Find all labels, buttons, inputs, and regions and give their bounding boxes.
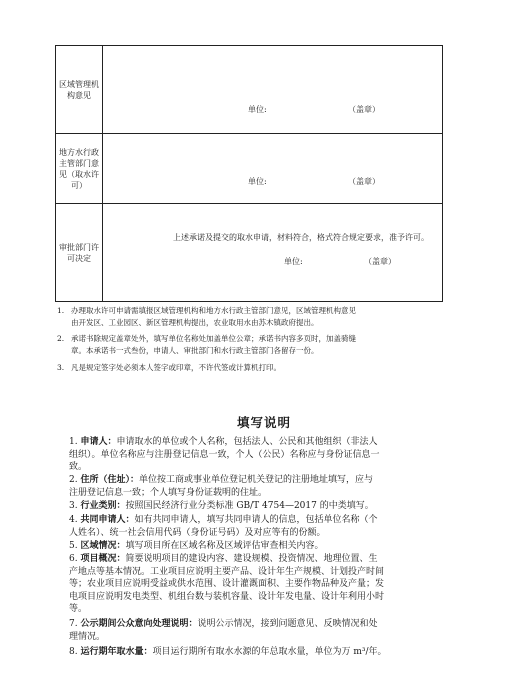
- unit-label: 单位:: [284, 257, 303, 266]
- note-item: 3. 凡是规定签字处必须本人签字或印章，不许代签或计算机打印。: [57, 363, 281, 372]
- water-admin-label: 地方水行政主管部门意见（取水许可）: [56, 134, 103, 204]
- instruction-item: 8. 运行期年取水量：项目运行期所有取水水源的年总取水量，单位为万 m³/年。: [69, 647, 387, 657]
- instruction-item: 2. 住所（住址）：单位按工商或事业单位登记机关登记的注册地址填写，应与 注册登记信息一致；个人填写身份证载明的住址。: [69, 475, 373, 498]
- regional-authority-label: 区域管理机构意见: [56, 46, 103, 134]
- approval-opinion-table: [55, 45, 443, 302]
- regional-authority-row: [56, 46, 443, 134]
- instructions-title: 填写说明: [236, 415, 291, 430]
- seal-label: （盖章）: [364, 257, 396, 266]
- approval-decision-label: 审批部门许可决定: [56, 204, 103, 302]
- regional-authority-content: [103, 46, 443, 134]
- instruction-item: 6. 项目概况：简要说明项目的建设内容、建设规模、投资情况、地理位置、生 产地点等基本情况。工业项目应说明主要产品、设计年生产规模、计划投产时间 等；农业项目应说明受益或供水范围、设计灌溉面积、主要作物品种及产量；发 电项目应说明发电类型、机组台数与装机容量、设计年发电量、设计年利用小时 等。: [69, 554, 385, 614]
- seal-label: （盖章）: [348, 105, 380, 114]
- unit-label: 单位:: [248, 177, 267, 186]
- seal-label: （盖章）: [348, 177, 380, 186]
- instruction-item: 7. 公示期间公众意向处理说明：说明公示情况，接到问题意见、反映情况和处 理情况。: [69, 619, 378, 642]
- instruction-item: 1. 申请人：申请取水的单位或个人名称，包括法人、公民和其他组织（非法人 组织）。单位名称应与注册登记信息一致，个人（公民）名称应与身份证信息一 致。: [69, 437, 380, 472]
- water-admin-content: [103, 134, 443, 204]
- approval-decision-row: [56, 204, 443, 302]
- instruction-item: 5. 区域情况：填写项目所在区域名称及区域评估审查相关内容。: [69, 541, 324, 551]
- instruction-item: 3. 行业类别：按照国民经济行业分类标准 GB/T 4754—2017 的中类填写。: [69, 501, 374, 511]
- water-admin-row: [56, 134, 443, 204]
- unit-label: 单位:: [248, 105, 267, 114]
- approval-decision-content: [103, 204, 443, 302]
- approval-statement: 上述承诺及提交的取水申请，材料符合，格式符合规定要求，准予许可。: [173, 233, 429, 242]
- note-item: 2. 承诺书除规定盖章处外，填写单位名称处加盖单位公章；承诺书内容多页时，加盖骑缝 章。本承诺书一式叁份，申请人、审批部门和水行政主管部门各留存一份。: [57, 334, 356, 355]
- note-item: 1. 办理取水许可申请需填报区域管理机构和地方水行政主管部门意见，区域管理机构意见 由开发区、工业园区、新区管理机构提出，农业取用水由苏木镇政府提出。: [57, 306, 356, 327]
- instruction-item: 4. 共同申请人：如有共同申请人，填写共同申请人的信息，包括单位名称（个 人姓名）、统一社会信用代码（身份证号码）及对应等有的份额。: [69, 515, 378, 538]
